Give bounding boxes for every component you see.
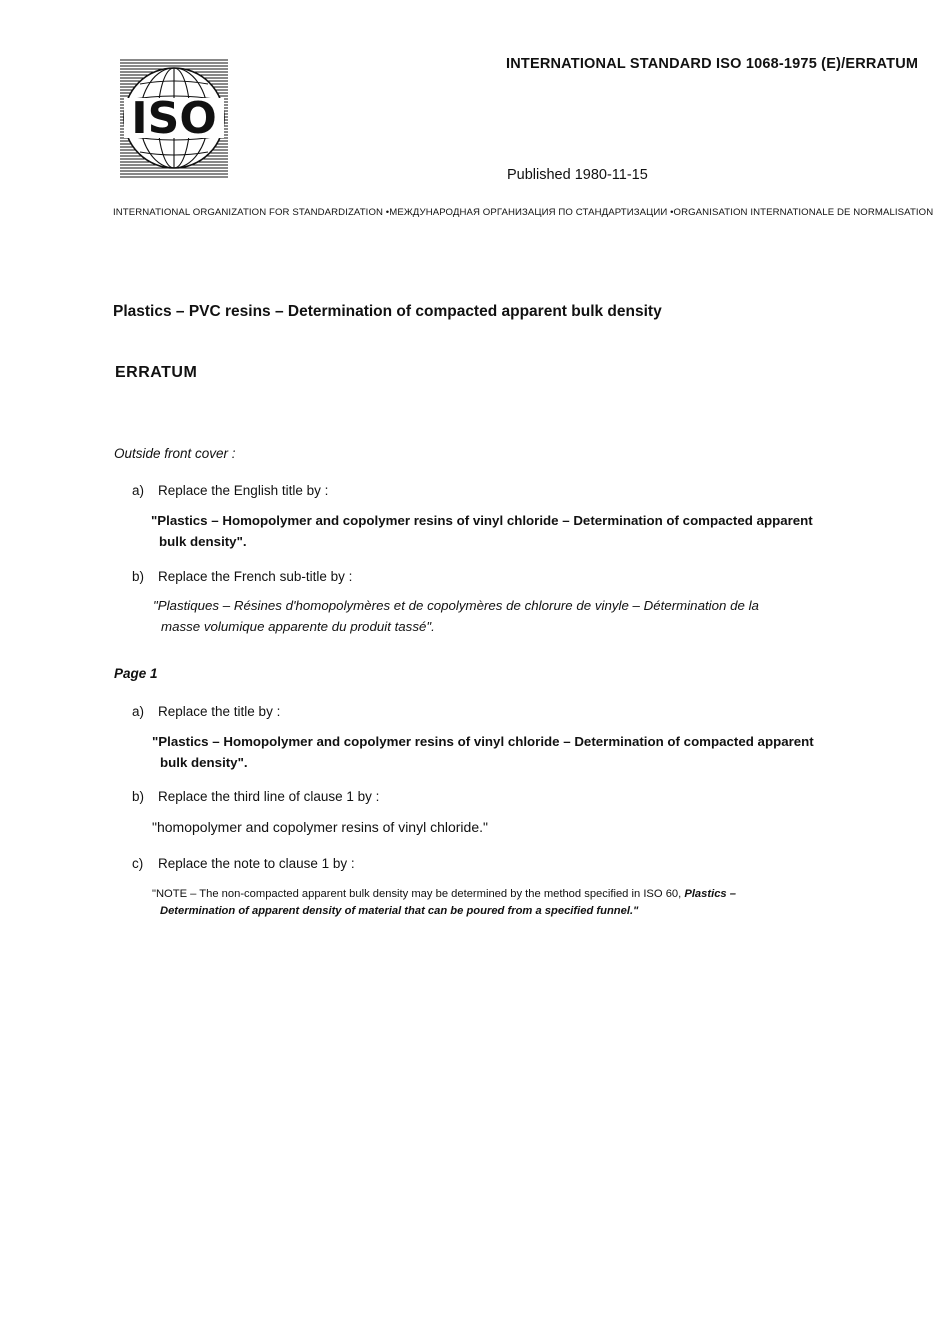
published-date: Published 1980-11-15 [507, 167, 648, 183]
list-item [132, 569, 352, 584]
iso-logo-text: ISO [131, 93, 217, 144]
item-instruction: Replace the English title by : [158, 483, 329, 498]
organization-line: INTERNATIONAL ORGANIZATION FOR STANDARDIZATION •МЕЖДУНАРОДНАЯ ОРГАНИЗАЦИЯ ПО СТАНДАРТИЗАЦИИ •ORGANISATION INTERNATIONALE DE NORMALISATION [113, 207, 934, 218]
item-marker: c) [132, 856, 144, 871]
note-italic: Plastics – [684, 888, 736, 900]
list-item [132, 704, 280, 719]
section-heading-front-cover: Outside front cover : [114, 446, 236, 461]
item-marker: b) [132, 789, 145, 804]
list-item [132, 856, 355, 871]
item-instruction: Replace the French sub-title by : [158, 569, 353, 584]
item-marker: a) [132, 483, 145, 498]
replacement-text [152, 731, 832, 773]
note-text [152, 886, 832, 920]
item-instruction: Replace the third line of clause 1 by : [158, 789, 380, 804]
replacement-text [151, 510, 831, 552]
item-marker: a) [132, 704, 145, 719]
item-instruction: Replace the note to clause 1 by : [158, 856, 355, 871]
iso-logo [118, 56, 230, 180]
list-item [132, 483, 328, 498]
note-italic: Determination of apparent density of material that can be poured from a specified funnel." [160, 905, 639, 917]
replacement-line: "Plastics – Homopolymer and copolymer resins of vinyl chloride – Determination of compacted apparent [152, 734, 814, 749]
document-title: Plastics – PVC resins – Determination of compacted apparent bulk density [113, 303, 662, 320]
replacement-line: bulk density". [160, 755, 248, 770]
item-instruction: Replace the title by : [158, 704, 281, 719]
replacement-text: "homopolymer and copolymer resins of vinyl chloride." [152, 819, 488, 835]
list-item [132, 789, 379, 804]
document-subtitle: ERRATUM [115, 364, 198, 381]
replacement-line: "Plastics – Homopolymer and copolymer resins of vinyl chloride – Determination of compacted apparent [151, 513, 813, 528]
replacement-line: bulk density". [159, 534, 247, 549]
note-plain: "NOTE – The non-compacted apparent bulk density may be determined by the method specified in ISO 60, [152, 888, 685, 900]
item-marker: b) [132, 569, 145, 584]
section-heading-page-1: Page 1 [114, 666, 158, 681]
replacement-line: "Plastiques – Résines d'homopolymères et de copolymères de chlorure de vinyle – Détermination de la [153, 598, 759, 613]
standard-id: INTERNATIONAL STANDARD ISO 1068-1975 (E)/ERRATUM [506, 56, 919, 72]
replacement-line: masse volumique apparente du produit tassé". [161, 619, 435, 634]
replacement-text [153, 595, 833, 637]
